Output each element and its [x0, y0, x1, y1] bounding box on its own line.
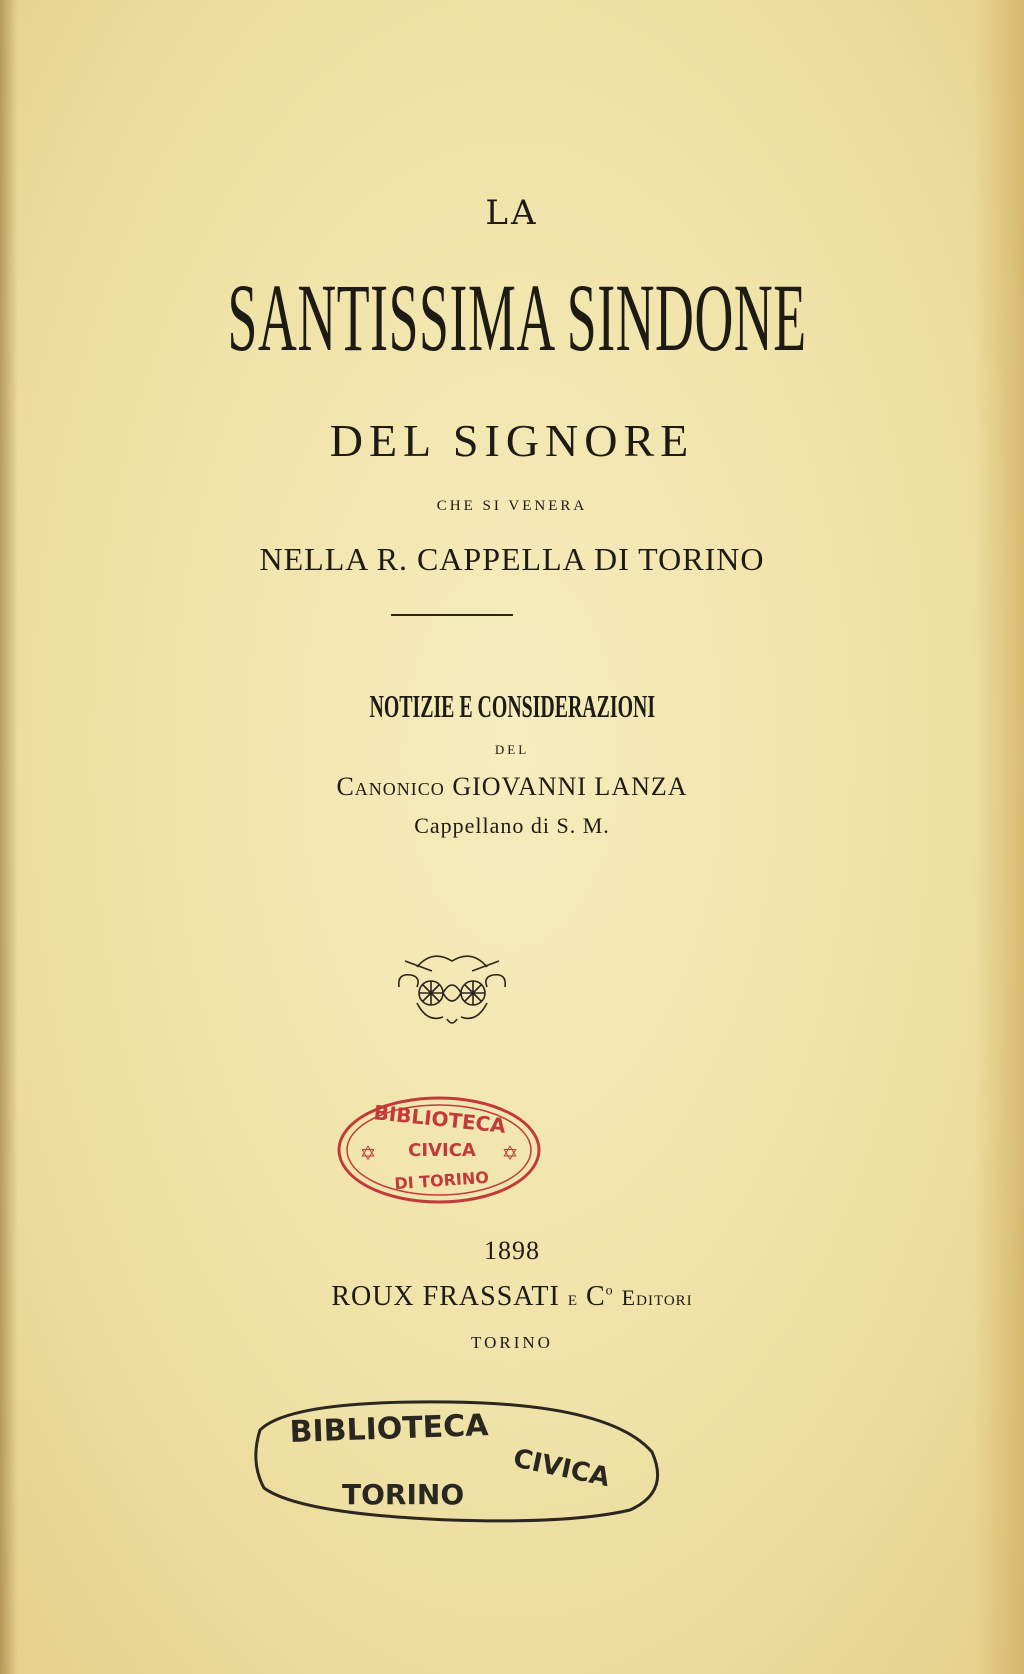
main-title	[0, 264, 1024, 371]
location-line: NELLA R. CAPPELLA DI TORINO	[259, 541, 765, 577]
description-heading	[0, 688, 1024, 725]
by-line: DEL	[494, 742, 530, 757]
title-article: LA	[485, 193, 539, 233]
description-text: NOTIZIE E CONSIDERAZIONI	[369, 688, 655, 724]
stamp-red-line2: CIVICA	[408, 1140, 476, 1161]
floral-ornament-icon	[387, 947, 517, 1027]
publisher-co-letter: C	[585, 1281, 606, 1312]
publication-city: TORINO	[471, 1333, 553, 1352]
publisher-and: e	[567, 1285, 578, 1310]
star-icon: ✡	[359, 1141, 377, 1165]
author-role: Cappellano di S. M.	[414, 813, 610, 838]
star-icon: ✡	[501, 1141, 519, 1165]
publisher-editors: Editori	[621, 1285, 693, 1310]
stamp-red-line3: DI TORINO	[393, 1167, 490, 1194]
publisher-line	[0, 1281, 1024, 1313]
stamp-black-line2: CIVICA	[510, 1443, 613, 1494]
divider-rule	[391, 614, 513, 616]
venerated-phrase: CHE SI VENERA	[436, 498, 588, 514]
author-title: Canonico	[336, 772, 445, 801]
author-line	[0, 772, 1024, 802]
publication-year: 1898	[484, 1236, 540, 1265]
stamp-red-line1: BIBLIOTECA	[372, 1100, 507, 1138]
publisher-co-sup: o	[605, 1283, 614, 1299]
stamp-black-line3: TORINO	[342, 1478, 465, 1511]
publisher-co	[586, 1281, 614, 1312]
stamp-black-line1: BIBLIOTECA	[289, 1408, 490, 1450]
library-stamp-red	[334, 1090, 544, 1210]
main-title-text: SANTISSIMA SINDONE	[227, 264, 807, 371]
publisher-names: ROUX FRASSATI	[331, 1281, 560, 1312]
library-stamp-black	[250, 1392, 666, 1532]
author-name: GIOVANNI LANZA	[452, 772, 688, 801]
subtitle: DEL SIGNORE	[329, 415, 695, 466]
